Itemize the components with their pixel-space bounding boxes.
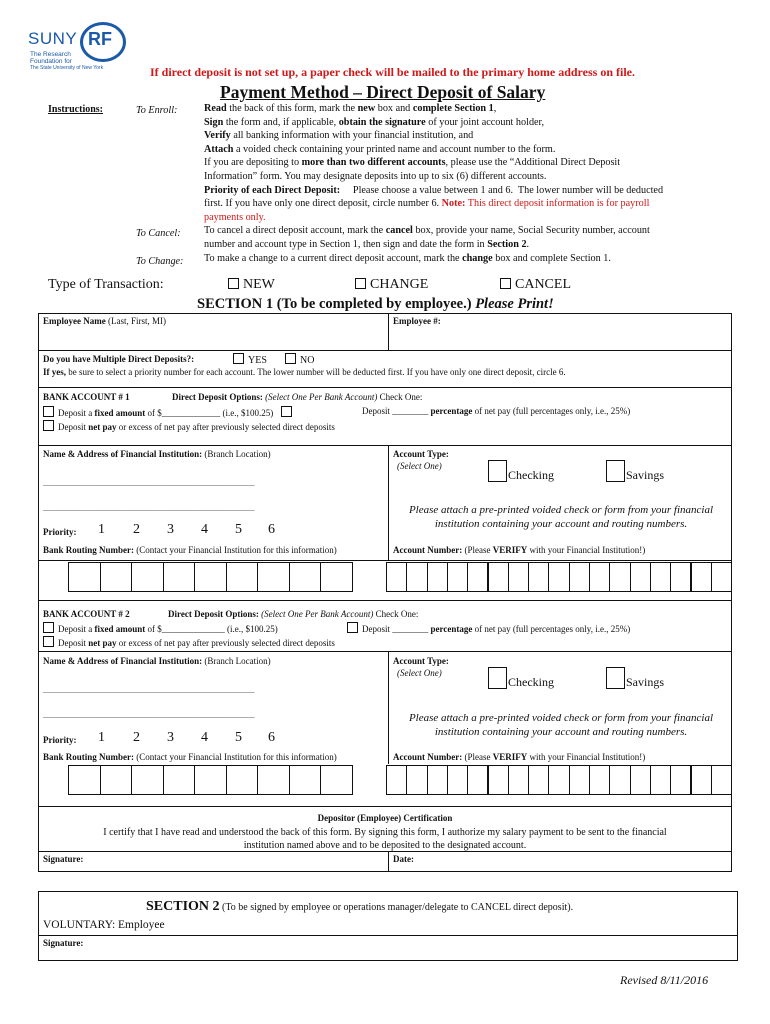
account-digit-box[interactable] (609, 765, 630, 795)
bank1-savings[interactable]: Savings (606, 460, 664, 483)
enroll-line-9: payments only. (204, 211, 266, 223)
change-line-1: To make a change to a current direct deposit account, mark the change box and complete Section 1. (204, 252, 611, 264)
routing-digit-box[interactable] (100, 765, 133, 795)
account-digit-box[interactable] (691, 562, 712, 592)
transaction-new[interactable]: NEW (228, 277, 275, 293)
instructions-body (204, 102, 724, 265)
account-digit-box[interactable] (427, 765, 448, 795)
routing-digit-box[interactable] (226, 765, 259, 795)
bank1-institution-label: Name & Address of Financial Institution: (Branch Location) (43, 449, 271, 459)
routing-digit-box[interactable] (289, 562, 322, 592)
bank2-priority-1[interactable]: 1 (98, 730, 105, 745)
bank1-net-checkbox[interactable] (43, 420, 54, 431)
bank2-net-pay[interactable]: Deposit net pay or excess of net pay after previously selected direct deposits (43, 636, 335, 648)
enroll-line-1: Read the back of this form, mark the new box and complete Section 1, (204, 103, 497, 114)
routing-digit-box[interactable] (68, 562, 101, 592)
change-checkbox[interactable] (355, 278, 366, 289)
change-label: To Change: (136, 256, 184, 267)
account-digit-box[interactable] (650, 562, 671, 592)
account-digit-box[interactable] (589, 562, 610, 592)
account-digit-box[interactable] (569, 562, 590, 592)
account-digit-box[interactable] (488, 562, 509, 592)
bank1-priority-1[interactable]: 1 (98, 522, 105, 537)
bank1-priority-4[interactable]: 4 (201, 522, 208, 537)
routing-digit-box[interactable] (320, 562, 353, 592)
transaction-cancel[interactable]: CANCEL (500, 277, 571, 293)
bank1-savings-checkbox[interactable] (606, 460, 625, 482)
account-digit-box[interactable] (650, 765, 671, 795)
bank2-select-one: (Select One) (397, 668, 442, 678)
bank2-checking[interactable]: Checking (488, 667, 554, 690)
account-digit-box[interactable] (711, 765, 732, 795)
certification-date[interactable]: Date: (393, 854, 414, 864)
bank2-priority-6[interactable]: 6 (268, 730, 275, 745)
account-digit-box[interactable] (447, 562, 468, 592)
section1-title: SECTION 1 (To be completed by employee.) Please Print! (197, 296, 554, 312)
bank2-account-type: Account Type: (393, 656, 449, 666)
section2-voluntary: VOLUNTARY: Employee (43, 919, 165, 931)
account-digit-box[interactable] (569, 765, 590, 795)
bank1-priority-5[interactable]: 5 (235, 522, 242, 537)
routing-digit-box[interactable] (163, 562, 196, 592)
transaction-label: Type of Transaction: (48, 277, 164, 292)
bank1-routing-label: Bank Routing Number: (Contact your Financial Institution for this information) (43, 545, 337, 555)
page-title: Payment Method – Direct Deposit of Salary (220, 82, 546, 102)
account-digit-box[interactable] (630, 562, 651, 592)
enroll-line-3: Verify all banking information with your financial institution, and (204, 130, 474, 142)
instructions-label: Instructions: (48, 104, 104, 115)
account-digit-box[interactable] (630, 765, 651, 795)
revised-date: Revised 8/11/2016 (620, 973, 709, 987)
enroll-label: To Enroll: (136, 105, 178, 116)
multiple-deposits-note: If yes, be sure to select a priority number for each account. The lower number will be deducted first. If you have only one direct deposit, circle 6. (43, 367, 566, 377)
certification-signature[interactable]: Signature: (43, 854, 84, 864)
certification-text: I certify that I have read and understood the back of this form. By signing this form, I authorize my salary payment to be sent to the financial institution named above and to be deposited to the designated account. (103, 827, 667, 851)
bank1-percentage[interactable]: Deposit ________ percentage of net pay (full percentages only, i.e., 25%) (362, 406, 631, 416)
routing-digit-box[interactable] (257, 562, 290, 592)
logo-suny-text: SUNY (28, 29, 78, 48)
bank2-attach-note: Please attach a pre-printed voided check or form from your financial institution containing your account and routing numbers. (408, 712, 714, 738)
multiple-yes[interactable]: YES (233, 353, 267, 366)
account-digit-box[interactable] (386, 765, 407, 795)
bank1-fixed-amount[interactable]: Deposit a fixed amount of $_____________ (i.e., $100.25) (43, 406, 296, 418)
bank2-priority-5[interactable]: 5 (235, 730, 242, 745)
cancel-line-2: number and account type in Section 1, then sign and date the form in Section 2. (204, 238, 530, 250)
bank1-select-one: (Select One) (397, 461, 442, 471)
account-digit-box[interactable] (589, 765, 610, 795)
section2-signature[interactable]: Signature: (43, 938, 84, 948)
account-digit-box[interactable] (508, 562, 529, 592)
multiple-deposits-question: Do you have Multiple Direct Deposits?: (43, 354, 195, 364)
routing-digit-box[interactable] (194, 562, 227, 592)
bank1-priority-6[interactable]: 6 (268, 522, 275, 537)
bank2-priority-2[interactable]: 2 (133, 730, 140, 745)
bank2-fixed-amount[interactable]: Deposit a fixed amount of $______________ (i.e., $100.25) (43, 622, 278, 634)
bank2-savings[interactable]: Savings (606, 667, 664, 690)
bank1-checking-checkbox[interactable] (488, 460, 507, 482)
account-digit-box[interactable] (406, 765, 427, 795)
yes-checkbox[interactable] (233, 353, 244, 364)
account-digit-box[interactable] (406, 562, 427, 592)
enroll-line-6: Information” form. You may designate deposits into up to six (6) different accounts. (204, 170, 547, 182)
suny-rf-logo (22, 20, 132, 78)
routing-digit-box[interactable] (131, 562, 164, 592)
bank2-fixed-checkbox[interactable] (43, 622, 54, 633)
enroll-line-4: Attach a voided check containing your printed name and account number to the form. (204, 143, 556, 155)
bank2-heading: BANK ACCOUNT # 2 (43, 609, 130, 619)
account-digit-box[interactable] (548, 562, 569, 592)
routing-digit-box[interactable] (289, 765, 322, 795)
paper-check-notice: If direct deposit is not set up, a paper check will be mailed to the primary home address on file. (150, 65, 635, 79)
bank1-institution-line1[interactable]: _______________________________________________ (43, 477, 255, 487)
routing-digit-box[interactable] (131, 765, 164, 795)
bank2-percentage[interactable]: Deposit ________ percentage of net pay (full percentages only, i.e., 25%) (347, 622, 630, 634)
section2-title: SECTION 2 (To be signed by employee or operations manager/delegate to CANCEL direct deposit). (146, 899, 574, 914)
enroll-line-7: Priority of each Direct Deposit: Please choose a value between 1 and 6. The lower number will be deducted (204, 184, 664, 196)
bank2-percentage-checkbox[interactable] (347, 622, 358, 633)
cancel-line-1: To cancel a direct deposit account, mark the cancel box, provide your name, Social Security number, account (204, 225, 650, 237)
bank1-priority-2[interactable]: 2 (133, 522, 140, 537)
bank1-checking[interactable]: Checking (488, 460, 554, 483)
logo-line2: Foundation for (30, 58, 72, 65)
multiple-no[interactable]: NO (285, 353, 314, 366)
account-digit-box[interactable] (467, 765, 488, 795)
account-digit-box[interactable] (488, 765, 509, 795)
routing-digit-box[interactable] (194, 765, 227, 795)
bank2-net-checkbox[interactable] (43, 636, 54, 647)
bank2-priority-label: Priority: (43, 735, 77, 745)
account-digit-box[interactable] (670, 562, 691, 592)
routing-digit-box[interactable] (320, 765, 353, 795)
account-digit-box[interactable] (548, 765, 569, 795)
transaction-change[interactable]: CHANGE (355, 277, 428, 293)
account-digit-box[interactable] (508, 765, 529, 795)
bank2-savings-checkbox[interactable] (606, 667, 625, 689)
bank2-institution-line2[interactable]: _______________________________________________ (43, 709, 255, 719)
account-digit-box[interactable] (467, 562, 488, 592)
bank2-routing-label: Bank Routing Number: (Contact your Financial Institution for this information) (43, 752, 337, 762)
employee-number-field[interactable]: Employee #: (393, 316, 441, 326)
bank1-fixed-checkbox[interactable] (43, 406, 54, 417)
account-digit-box[interactable] (447, 765, 468, 795)
bank2-checking-checkbox[interactable] (488, 667, 507, 689)
account-digit-box[interactable] (711, 562, 732, 592)
routing-digit-box[interactable] (257, 765, 290, 795)
account-digit-box[interactable] (670, 765, 691, 795)
bank1-priority-3[interactable]: 3 (167, 522, 174, 537)
logo-rf-text: RF (88, 29, 112, 49)
enroll-line-5: If you are depositing to more than two different accounts, please use the “Additional Direct Deposit (204, 157, 621, 169)
cancel-label: To Cancel: (136, 228, 181, 239)
bank1-account-type: Account Type: (393, 449, 449, 459)
bank1-percentage-checkbox[interactable] (281, 406, 292, 417)
account-digit-box[interactable] (691, 765, 712, 795)
account-digit-box[interactable] (609, 562, 630, 592)
enroll-line-2: Sign the form and, if applicable, obtain the signature of your joint account holder, (204, 116, 545, 128)
employee-name-field[interactable]: Employee Name (Last, First, MI) (43, 316, 166, 326)
bank1-options: Direct Deposit Options: (Select One Per Bank Account) Check One: (172, 392, 423, 402)
bank1-heading: BANK ACCOUNT # 1 (43, 392, 130, 402)
bank1-institution-line2[interactable]: _______________________________________________ (43, 502, 255, 512)
bank2-institution-line1[interactable]: _______________________________________________ (43, 684, 255, 694)
account-digit-box[interactable] (427, 562, 448, 592)
bank1-attach-note: Please attach a pre-printed voided check or form from your financial institution containing your account and routing numbers. (408, 504, 714, 530)
bank1-account-number-label: Account Number: (Please VERIFY with your Financial Institution!) (393, 545, 646, 555)
bank2-options: Direct Deposit Options: (Select One Per Bank Account) Check One: (168, 609, 419, 619)
account-digit-box[interactable] (528, 765, 549, 795)
bank2-account-number-label: Account Number: (Please VERIFY with your Financial Institution!) (393, 752, 646, 762)
cancel-checkbox[interactable] (500, 278, 511, 289)
logo-line1: The Research (30, 51, 71, 58)
certification-title: Depositor (Employee) Certification (317, 813, 453, 823)
account-digit-box[interactable] (386, 562, 407, 592)
bank2-priority-4[interactable]: 4 (201, 730, 208, 745)
bank1-net-pay[interactable]: Deposit net pay or excess of net pay after previously selected direct deposits (43, 420, 335, 432)
bank1-priority-label: Priority: (43, 527, 77, 537)
routing-digit-box[interactable] (226, 562, 259, 592)
bank2-institution-label: Name & Address of Financial Institution: (Branch Location) (43, 656, 271, 666)
bank2-priority-3[interactable]: 3 (167, 730, 174, 745)
routing-digit-box[interactable] (68, 765, 101, 795)
account-digit-box[interactable] (528, 562, 549, 592)
new-checkbox[interactable] (228, 278, 239, 289)
routing-digit-box[interactable] (100, 562, 133, 592)
routing-digit-box[interactable] (163, 765, 196, 795)
no-checkbox[interactable] (285, 353, 296, 364)
enroll-line-8: first. If you have only one direct deposit, circle number 6. Note: This direct deposit information is for payroll (204, 198, 650, 210)
logo-line3: The State University of New York (30, 65, 104, 71)
